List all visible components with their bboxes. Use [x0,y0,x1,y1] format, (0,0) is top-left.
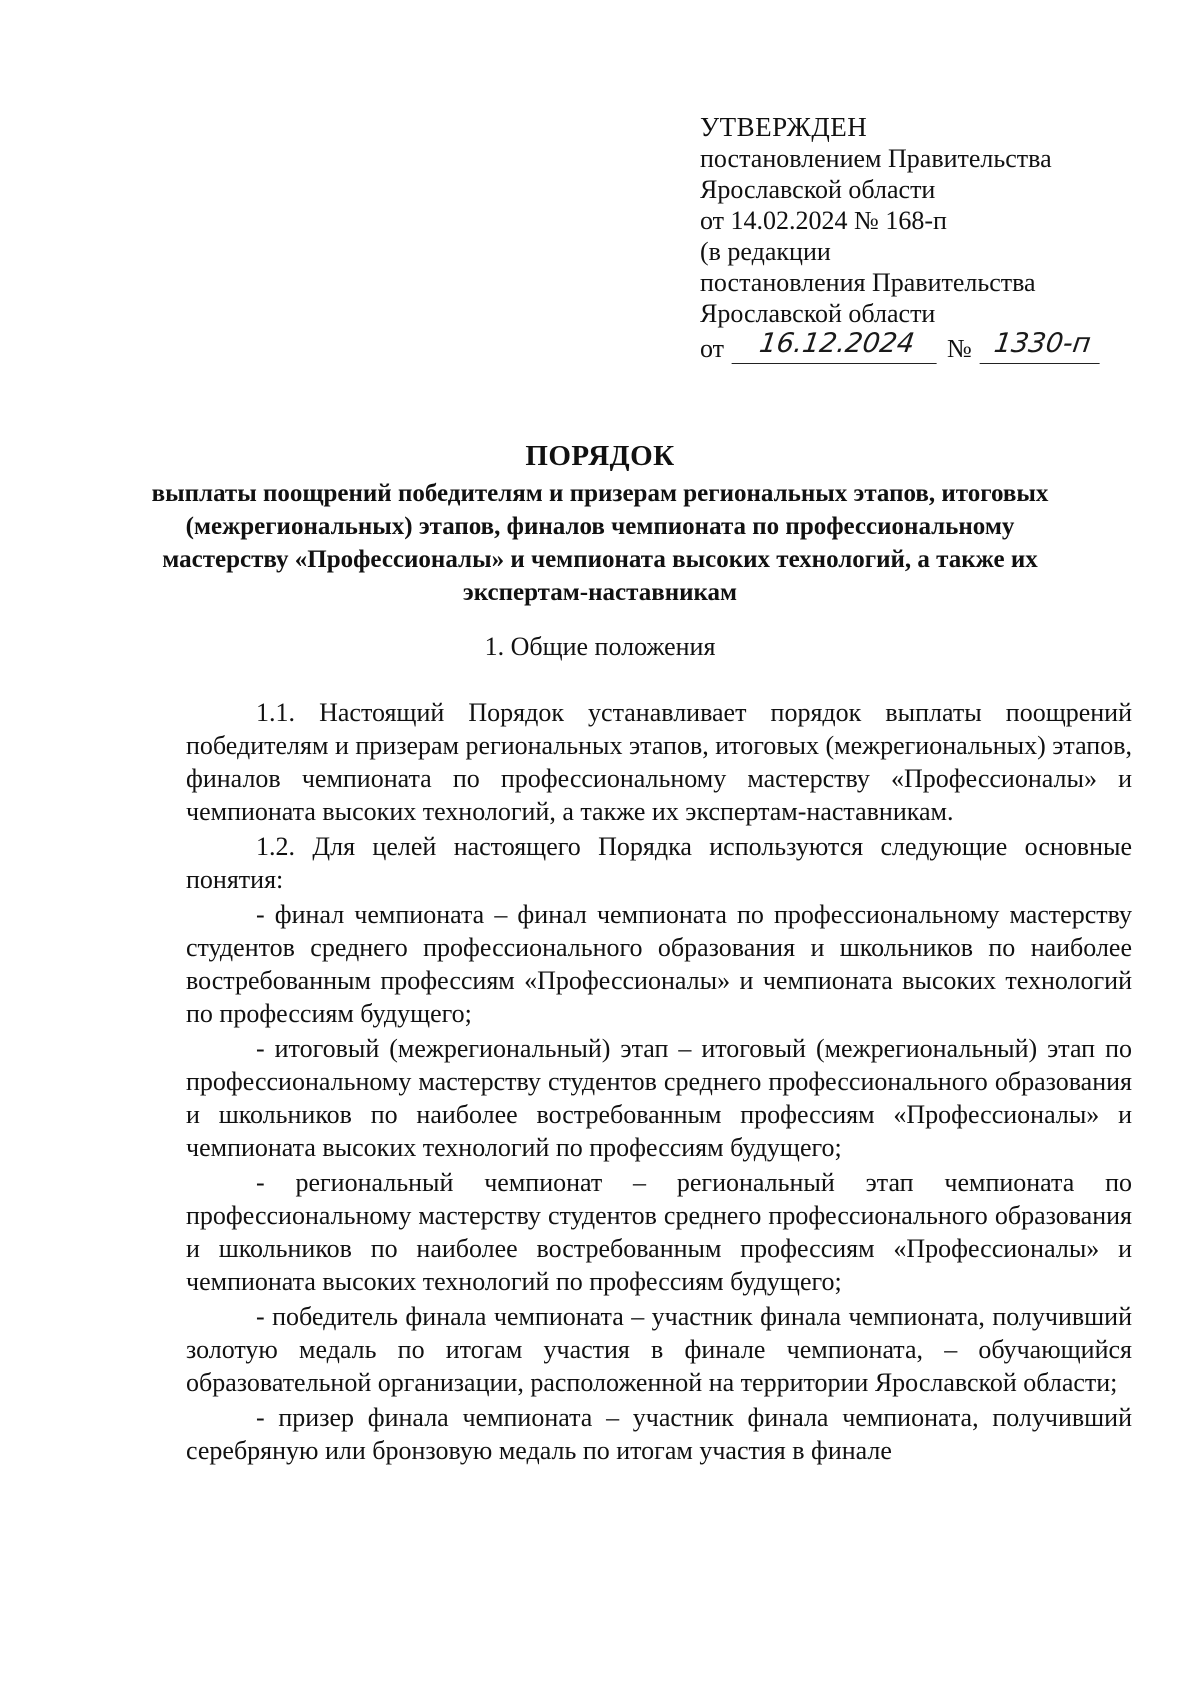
title-subtitle: выплаты поощрений победителям и призерам региональных этапов, итоговых (межрегиональных) этапов, финалов чемпионата по профессиональному мастерству «Профессионалы» и чемпионата высоких технологий, а также их экспертам-наставникам [151,480,1049,606]
revision-date-line [700,329,1140,364]
handwritten-date: 16.12.2024 [732,329,942,364]
paragraph: - итоговый (межрегиональный) этап – итоговый (межрегиональный) этап по профессиональному мастерству студентов среднего профессионального образования и школьников по наиболее востребованным профессиям «Профессионалы» и чемпионата высоких технологий по профессиям будущего; [186,1034,1132,1162]
document-title [0,440,1200,609]
section-heading: 1. Общие положения [484,632,716,661]
from-label: от [700,334,725,363]
paragraph: 1.1. Настоящий Порядок устанавливает порядок выплаты поощрений победителям и призерам региональных этапов, итоговых (межрегиональных) этапов, финалов чемпионата по профессиональному мастерству «Профессионалы» и чемпионата высоких технологий, а также их экспертам-наставникам. [186,698,1132,826]
approval-line: Ярославской области [700,299,936,328]
approval-date-line: от 14.02.2024 № 168-п [700,206,947,235]
handwritten-number: 1330-п [979,329,1104,364]
approval-line: Ярославской области [700,175,936,204]
approval-title: УТВЕРЖДЕН [700,112,868,142]
approval-line: постановления Правительства [700,268,1036,297]
approval-line: (в редакции [700,237,831,266]
title-main: ПОРЯДОК [525,440,675,472]
paragraph: 1.2. Для целей настоящего Порядка используются следующие основные понятия: [186,832,1132,894]
paragraph: - победитель финала чемпионата – участник финала чемпионата, получивший золотую медаль по итогам участия в финале чемпионата, – обучающийся образовательной организации, расположенной на территории Ярославской области; [186,1302,1132,1397]
approval-stamp [700,112,1140,364]
document-body [186,696,1132,1469]
approval-line: постановлением Правительства [700,144,1052,173]
paragraph: - региональный чемпионат – региональный этап чемпионата по профессиональному мастерству студентов среднего профессионального образования и школьников по наиболее востребованным профессиям «Профессионалы» и чемпионата высоких технологий по профессиям будущего; [186,1168,1132,1296]
number-label: № [947,334,972,363]
paragraph: - призер финала чемпионата – участник финала чемпионата, получивший серебряную или бронзовую медаль по итогам участия в финале [186,1403,1132,1465]
paragraph: - финал чемпионата – финал чемпионата по профессиональному мастерству студентов среднего профессионального образования и школьников по наиболее востребованным профессиям «Профессионалы» и чемпионата высоких технологий по профессиям будущего; [186,900,1132,1028]
